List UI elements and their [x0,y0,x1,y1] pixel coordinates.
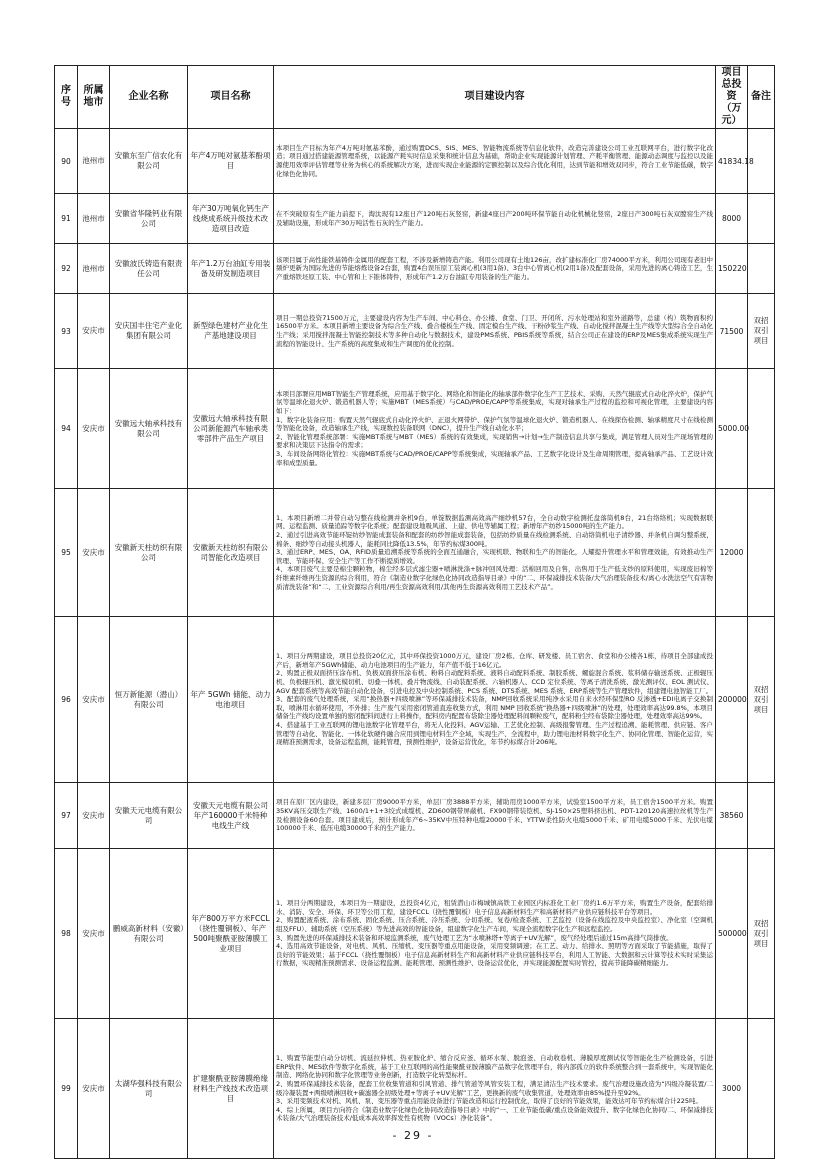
cell-no: 95 [55,489,78,617]
header-city: 所属地市 [78,66,110,129]
cell-project: 扩建聚酰亚胺薄膜绝缘材料生产线技术改造项目 [188,1019,274,1159]
cell-company: 安徽波氏铸造有限责任公司 [110,244,188,294]
cell-note [748,783,775,849]
cell-investment: 200000 [716,617,748,783]
header-note: 备注 [748,66,775,129]
cell-content: 项目一期总投资71500万元，主要建设内容为生产车间、中心料仓、办公楼、食堂、门卫、开闭所、污水处理站和室外道路等，总建（构）筑物面积约16500平方米。本项目新增主要设备为综合生产线、叠合楼板生产线、固定模台生产线、干粉砂浆生产线、自动化搅拌混凝土生产线等大型综合全自动化生产线；采用搅拌混凝土智能控制技术等多种自动化与数据技术，建设PMS系统、PBIS系统等系统，结合公司正在建设的ERP及MES集成系统实现生产流程的智能设计、生产系统的高度集成和生产调度的优化控制。 [274,294,716,369]
cell-project: 安徽新天柱纺织有限公司智能化改造项目 [188,489,274,617]
cell-company: 恒万新能源（潜山）有限公司 [110,617,188,783]
cell-note [748,194,775,244]
cell-project: 年产800万平方米FCCL（挠性覆铜板）、年产500吨聚酰亚胺薄膜工业项目 [188,849,274,1019]
cell-content: 本项目部署应用MBT智能生产管理系统，应用基于数字化、网络化和智能化的轴承部件数字化生产工艺技术、采购、天然气辊底式自动化淬火炉，保护气氛等温球化退火炉、锻造机器人等；实施MBT（MES系统）与CAD/PROE/CAPP等系统集成，实现对轴承生产过程的监控和可视化管理，主要建设内容如下： 1、数字化装备应用：购置天然气辊底式自动化淬火炉、正退火网带炉、保护气氛等温球化退火炉、锻造机器人、在线探伤检测、轴承精度尺寸在线检测等智能化设备，改造轴承生产线，实现数控装备联网（DNC），提升生产线自动化水平； 2、智能化管理系统部署：实施MBT系统与MBT（MES）系统的有效集成，实现销售→计划→生产制造信息共享与集成，满足管理人员对生产现场管理的要求和决策层下达指令的需求； 3、车间设备网络化管控：实施MBT系统与CAD/PROE/CAPP等系统集成，实现轴承产品、工艺数字化设计及生命周期管理，提高轴承产品、工艺设计效率和成型质量。 [274,369,716,489]
cell-city: 安庆市 [78,489,110,617]
table-row [55,129,775,194]
cell-project: 年产 5GWh 储能、动力电池项目 [188,617,274,783]
cell-company: 太湖华强科技有限公司 [110,1019,188,1159]
cell-note: 双招双引项目 [748,617,775,783]
cell-no: 94 [55,369,78,489]
header-company: 企业名称 [110,66,188,129]
cell-content: 本项目生产目标为年产4万吨对氨基苯酚，通过购置DCS、SIS、MES、智能物流系统等信息化软件，改造完善建设公司工业互联网平台，进行数字化改造；项目通过搭建能源管理系统，以能源产耗实时信息采集和统计信息为基础，帮助企业实现能源计划管理、产耗平衡管理、能源动态调度与监控以及能源使用效率评估管理等业务为核心的系统解决方案，进而实现企业能源的定额控制以及综合优化利用，达到节能和增效双同步，符合工业节能低碳，数字化绿色化协同。 [274,129,716,194]
cell-investment: 38560 [716,783,748,849]
cell-note [748,369,775,489]
cell-no: 97 [55,783,78,849]
cell-no: 92 [55,244,78,294]
cell-project: 新型绿色建材产业化生产基地建设项目 [188,294,274,369]
cell-content: 该项目属于高性能铁基铸件金属用的配套工程，不涉及新增铸造产能。利用公司现有土地126亩，改扩建标准化厂房74000平方米，利用公司现有老旧中频炉更新为国际先进的节能熔炼设备2台套，购置4台误压原工装离心机(3用1备)、3台中心管离心机(2用1备)及配套设备，采用先进的离心铸造工艺，生产重熔铁坯原工装、中心管和上下锥体铸件，形成年产1.2万台油缸专用装备的生产能力。 [274,244,716,294]
cell-content: 项目在原厂区内建设，新建多层厂房9000平方米，单层厂房3888平方米，辅助用房1000平方米，试验室1500平方米，员工宿舍1500平方米。购置35KV高压交联生产线、1600/1+1+3绞式成缆机、ZD600钢带屏蔽机、FX90钢带装铠机、SJ-150×25塑料挤出机、PDT-120120高速拉丝机等生产及检测设备60台套。项目建成后，预计形成年产6~35KV中压特种电缆20000千米、YTTW柔性防火电缆5000千米、矿用电缆5000千米、光伏电缆100000千米、低压电缆30000千米的生产能力。 [274,783,716,849]
cell-content: 在不突破原有生产能力前提下，淘汰现有12座日产120吨石灰竖窑，新建4座日产200吨环保节能自动化机械化竖窑，2座日产300吨石灰双膛窑生产线及辅助设施，形成年产30万吨活性石灰的生产能力。 [274,194,716,244]
cell-note [748,244,775,294]
cell-note [748,489,775,617]
header-content: 项目建设内容 [274,66,716,129]
cell-note: 双招双引项目 [748,849,775,1019]
table-row [55,489,775,617]
cell-project: 年产4万吨对氨基苯酚项目 [188,129,274,194]
header-project: 项目名称 [188,66,274,129]
cell-city: 安庆市 [78,1019,110,1159]
cell-city: 池州市 [78,244,110,294]
cell-investment: 12000 [716,489,748,617]
cell-project: 安徽远大轴承科技有限公司新能源汽车轴承类零部件产品生产项目 [188,369,274,489]
cell-content: 1、项目分两期建设，本项目为一期建设，总投资4亿元，租赁潜山市梅城镇高铁工业园区内标准化工业厂房约1.6万平方米，购置生产设备，配套给排水、消防、安全、环保、环卫等公用工程，建设FCCL（挠性覆铜板）电子信息高新材料生产和高新材料产业供应链科技平台等项目。 2、购置配液系统、涂布系统、固化系统、压合系统、冷压系统、分切系统、复卷/检查系统、工艺监控（设备在线监控及中央监控室）、净化室（空调机组及FFU）、辅助系统（空压系统）等先进高效的智能设备，组建数字化生产车间，实现全流程数字化生产和远程监控。 3、购置先进的环保减排技术装备和环境监测系统，废气处理工艺为“水喷淋塔+等离子+UV光解”，废气经处理后通过15m高排气筒排放。 4、选用高效节能设备，对电机、风机、压缩机、变压器等重点用能设备，采用变频调速；在工艺、动力、给排水、照明等方面采取了节能措施，取得了良好的节能效果；基于FCCL（挠性覆铜板）电子信息高新材料生产和高新材料产业供应链科技平台，利用人工智能、大数据和云计算等技术实时采集运行数据，实现精准预测需求、设备运程监测、能耗管理、预测性维护、设备运营优化，并实现能源配置实时管控，提高节能降碳精细能力。 [274,849,716,1019]
cell-project: 安徽天元电缆有限公司年产160000千米特种电线生产线 [188,783,274,849]
table-row [55,849,775,1019]
header-investment: 项目总投资（万元） [716,66,748,129]
cell-city: 安庆市 [78,849,110,1019]
table-row [55,244,775,294]
cell-city: 池州市 [78,129,110,194]
cell-city: 安庆市 [78,783,110,849]
cell-no: 98 [55,849,78,1019]
cell-project: 年产1.2万台油缸专用装备及研发制造项目 [188,244,274,294]
table-row [55,294,775,369]
cell-company: 安庆国丰住宅产业化集团有限公司 [110,294,188,369]
table-header-row [55,66,775,129]
cell-city: 安庆市 [78,294,110,369]
cell-note: 双招双引项目 [748,294,775,369]
cell-company: 安徽东至广信农化有限公司 [110,129,188,194]
page-number: - 29 - [392,1129,434,1142]
cell-investment: 41834.18 [716,129,748,194]
table-row [55,194,775,244]
cell-no: 99 [55,1019,78,1159]
cell-content: 1、本项目新增二并带自动匀整在线检测并条机9台，单锭数据监测高效高产细纱机57台，全自动数字检测托盘落筒机8台，21台络络机；实现数据联网、运程监测、质量追踪等数字化系统；配套建设地吸风道、上建、供电等辅属工程；新增年产纺纱15000吨的生产能力。 2、通过引进高效节能环锭纺纱智能成套装备和配套的纺纱智能成套装备，包括纺纱质量在线检测系统、自动络筒机电子清纱器、并条机自调匀整系统，棉条、细纱等自动接头机器人，能耗同比降低13.5%，年节约标煤300吨。 3、通过ERP、MES、OA、RFID质量追溯系统等系统的全面互通融合，实现机联、物联和生产的智能化，人耀提升管理水平和管理效能，有效推动生产管理、节能环保、安全生产等工作不断提质增效。 4、本项目废气主要是棉尘颗粒物，棉尘经多层式滤尘器+喷淋洗涤+脉冲回风处理：活棉回用及自售，出售用于生产低支纱的原料使用，实现废旧棉等纤维素纤维再生资源的综合利用，符合《制造业数字化绿色化协同改造指导目录》中的“二、环保减排技术装备/大气治理装备技术/离心水洗法空气有害物质清洗装备”和“二、工业资源综合利用/再生资源高效利用/其他再生资源高效利用工艺技术产品”。 [274,489,716,617]
cell-no: 91 [55,194,78,244]
cell-company: 安徽省华隆钙业有限公司 [110,194,188,244]
cell-investment: 3000 [716,1019,748,1159]
cell-company: 安徽新天柱纺织有限公司 [110,489,188,617]
cell-no: 90 [55,129,78,194]
table-row [55,369,775,489]
cell-investment: 71500 [716,294,748,369]
cell-city: 安庆市 [78,369,110,489]
cell-city: 池州市 [78,194,110,244]
cell-content: 1、项目分两期建设，项目总投资20亿元，其中环保投资1000万元，建设厂房2栋、仓库、研发楼、员工宿舍、食堂和办公楼各1栋，待项目全部建成投产后，新增年产5GWh储能、动力电池项目的生产能力，年产值不低于16亿元。 2、购置正极双面挤压涂布机、负极双面挤压涂布机、粉料自动配料系统、液料自动配料系统、制胶系统、螺旋混合系统、浆料储存输送系统、正极辊压机、负极辊压机、激光模切机、切叠一体机、叠片物流线、自动装配系统、六轴机器人、CCD 定位系统、等离子清洗系统、激光测评仪、EOL 测试仪、AGV 配套系统等高效节能自动化设备，引进电控及中央控制系统、PCS 系统、DTS系统、MES 系统、ERP系统等生产管理软件，组建锂电池智能工厂。 3、配套的废气处理系统，采用“换热器+四级喷淋”等环保减排技术装备，NMP回收系统采用纯净水采用自来水经环保型RO 反渗透+EDI电离子交换制取，喷淋用水循环使用，不外排；生产废气采用密闭管道直连收集方式，利用 NMP 回收系统“换热器+四级喷淋”的处理，处理效率高达99.8%，本项目储备生产线均设置单独的密闭配料间进行上料操作，配料房内配置布袋除尘器处理配料间颗粒废气，配料粉尘经布袋除尘器处理，处理效率高达99%。 4、搭建基于工业互联网的锂电池数字化管理平台，将无人化投料、AGV运输、工艺优化控制、高级报警管理、生产过程追溯、能耗管理、供应链、客户管理等自动化、智能化、一体化软硬件融合应用到锂电材料生产全域，实现生产、全流程中，助力锂电池材料数字化生产、协同化管理、智能化运营，实现精准预测需求，设备运程监测，能耗管理，预测性维护，设备运营优化，年节约标煤合计206吨。 [274,617,716,783]
project-table [54,65,775,1159]
cell-city: 安庆市 [78,617,110,783]
table-row [55,617,775,783]
table-row [55,783,775,849]
cell-investment: 500000 [716,849,748,1019]
cell-company: 鹏威高新材料（安徽）有限公司 [110,849,188,1019]
cell-project: 年产30万吨氧化钙生产线烧成系统升级技术改造项目改造 [188,194,274,244]
cell-no: 96 [55,617,78,783]
cell-content: 1、购置节能型自动分切机、流延拉伸机、热亚胺化炉、缩合反应釜、循环水泵、脱泡釜、自动收卷机、薄膜厚度测试仪等智能化生产检测设备，引进ERP软件、MES软件等数字化系统，基于工业互联网的高性能聚酰亚胺薄膜产品数字化管理平台，将内部孤立的软件系统整合到一套系统中，实现智能化制造、网络化协同和数字化管理等业务创新，打造数字化转型标杆。 2、购置环保减排技术装备，配套工位收集管道和引风管道、排气管道等风管安装工程，满足清洁生产技术要求。废气治理设施改造为“四级冷凝装置/二级冷凝装置+两级喷淋回收+碳滤器全初级处理+等离子+UV光解”工艺，更换新的废气收集管道，处理效率由85%提升至92%。 3、采用变频技术对机、风机、泵、变压器等重点用能设备进行节能改造和运行控制优化，取得了良好的节能效果，能效达可年节约标煤合计225吨。 4、综上所属，项目方向符合《制造业数字化绿色化协同改造指导目录》中的“一、工业节能低碳/重点设备能效提升、数字化绿色化协同/二、环保减排技术装备/大气治理装备技术/低成本高效率挥发性有机物（VOCs）净化装备”。 [274,1019,716,1159]
cell-investment: 8000 [716,194,748,244]
cell-investment: 5000.00 [716,369,748,489]
cell-no: 93 [55,294,78,369]
cell-company: 安徽天元电缆有限公司 [110,783,188,849]
cell-investment: 150220 [716,244,748,294]
cell-company: 安徽远大轴承科技有限公司 [110,369,188,489]
header-no: 序号 [55,66,78,129]
